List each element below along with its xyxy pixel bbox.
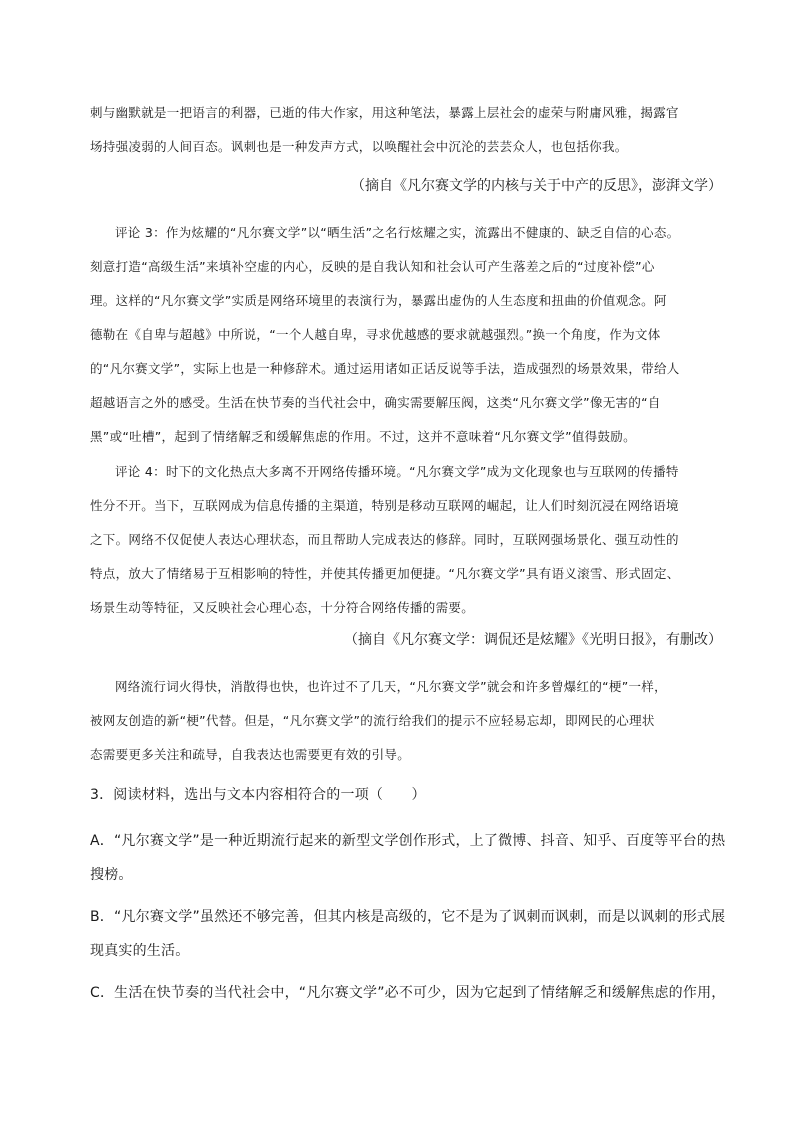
text-line: 黑”或“吐槽”，起到了情绪解乏和缓解焦虑的作用。不过，这并不意味着“凡尔赛文学”值得鼓励。	[90, 429, 636, 444]
option-b[interactable]	[90, 900, 735, 968]
option-c[interactable]	[90, 976, 735, 1010]
text-line: 理。这样的“凡尔赛文学”实质是网络环境里的表演行为，暴露出虚伪的人生态度和扭曲的价值观念。阿	[90, 293, 667, 308]
text-line: 特点，放大了情绪易于互相影响的特性，并使其传播更加便捷。“凡尔赛文学”具有语义滚雪、形式固定、	[90, 566, 680, 581]
text-line: 性分不开。当下，互联网成为信息传播的主渠道，特别是移动互联网的崛起，让人们时刻沉浸在网络语境	[90, 498, 679, 513]
option-a[interactable]	[90, 824, 735, 892]
text-line: 评论 4：时下的文化热点大多离不开网络传播环境。“凡尔赛文学”成为文化现象也与互联网的传播特	[115, 464, 679, 479]
comment-3-paragraph	[90, 216, 735, 454]
question-stem	[90, 778, 735, 812]
source-citation-1: （摘自《凡尔赛文学的内核与关于中产的反思》，澎湃文学）	[351, 178, 722, 194]
text-line: 德勒在《自卑与超越》中所说，“一个人越自卑，寻求优越感的要求就越强烈。”换一个角度，作为文体	[90, 327, 661, 342]
text-line: 场持强凌弱的人间百态。讽刺也是一种发声方式，以唤醒社会中沉沦的芸芸众人，也包括你我。	[90, 139, 628, 154]
text-line: 刻意打造“高级生活”来填补空虚的内心，反映的是自我认知和社会认可产生落差之后的“过度补偿”心	[90, 259, 655, 274]
text-line: 刺与幽默就是一把语言的利器，已逝的伟大作家，用这种笔法，暴露上层社会的虚荣与附庸风雅，揭露官	[90, 105, 679, 120]
source-citation-2: （摘自《凡尔赛文学：调侃还是炫耀》《光明日报》，有删改）	[344, 632, 722, 648]
text-line: 3．阅读材料，选出与文本内容相符合的一项（ ）	[90, 787, 426, 803]
text-line: 评论 3：作为炫耀的“凡尔赛文学”以“晒生活”之名行炫耀之实，流露出不健康的、缺乏自信的心态。	[115, 225, 680, 240]
text-line: 网络流行词火得快，消散得也快，也许过不了几天，“凡尔赛文学”就会和许多曾爆红的“梗”一样，	[115, 679, 667, 694]
text-line: C．生活在快节奏的当代社会中，“凡尔赛文学”必不可少，因为它起到了情绪解乏和缓解焦虑的作用，	[90, 985, 726, 1001]
text-line: 搜榜。	[90, 867, 133, 883]
closing-paragraph	[90, 670, 735, 772]
text-line: 场景生动等特征，又反映社会心理心态，十分符合网络传播的需要。	[90, 600, 475, 615]
text-line: 现真实的生活。	[90, 943, 190, 959]
text-line: 态需要更多关注和疏导，自我表达也需要更有效的引导。	[90, 747, 411, 762]
passage-paragraph-satire	[90, 96, 735, 164]
text-line: 超越语言之外的感受。生活在快节奏的当代社会中，确实需要解压阀，这类“凡尔赛文学”像无害的“自	[90, 395, 661, 410]
text-line: 之下。网络不仅促使人表达心理状态，而且帮助人完成表达的修辞。同时，互联网强场景化、强互动性的	[90, 532, 679, 547]
text-line: 的“凡尔赛文学”，实际上也是一种修辞术。通过运用诸如正话反说等手法，造成强烈的场景效果，带给人	[90, 361, 680, 376]
text-line: 被网友创造的新“梗”代替。但是，“凡尔赛文学”的流行给我们的提示不应轻易忘却，即网民的心理状	[90, 713, 655, 728]
comment-4-paragraph	[90, 455, 735, 625]
text-line: A．“凡尔赛文学”是一种近期流行起来的新型文学创作形式，上了微博、抖音、知乎、百度等平台的热	[90, 833, 726, 849]
text-line: B．“凡尔赛文学”虽然还不够完善，但其内核是高级的，它不是为了讽刺而讽刺，而是以讽刺的形式展	[90, 909, 726, 925]
